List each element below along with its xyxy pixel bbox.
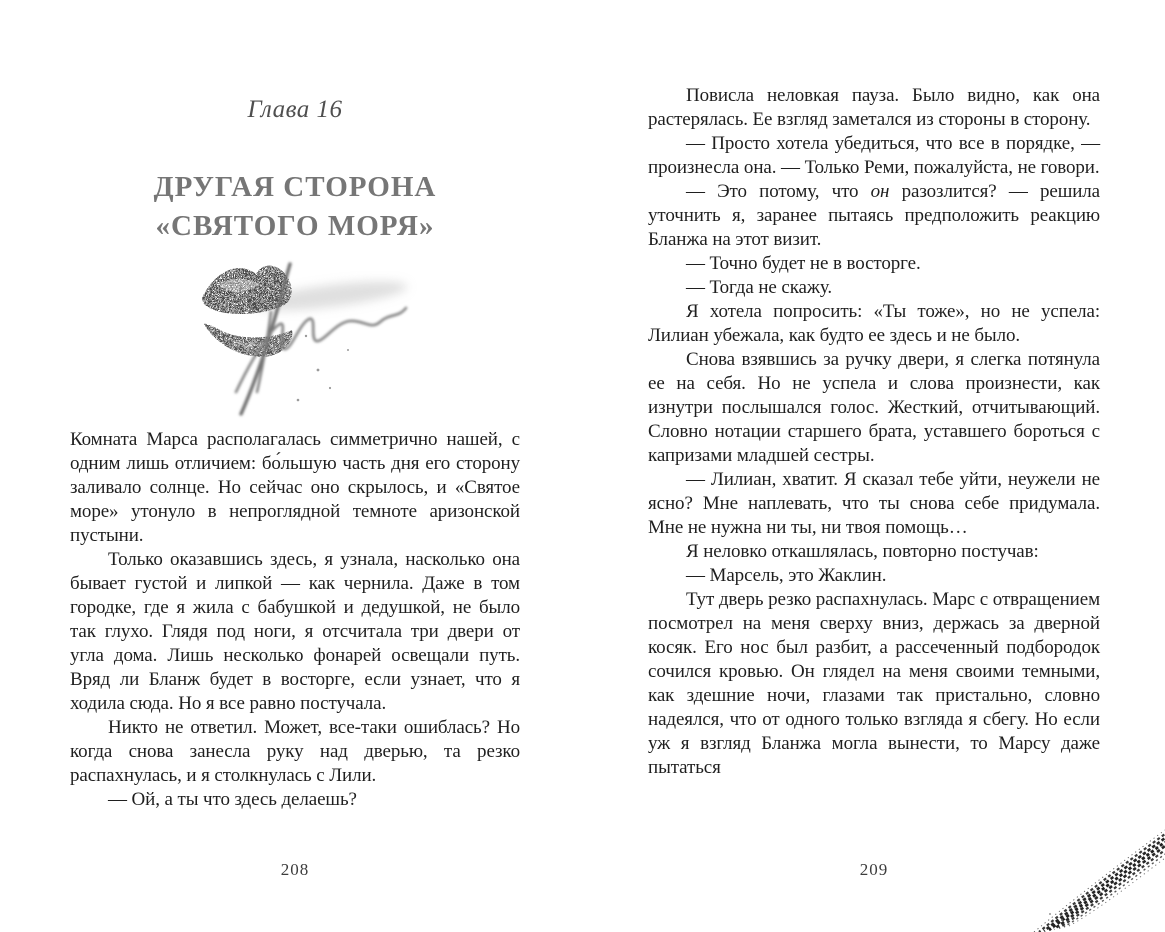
paragraph: Повисла неловкая пауза. Было видно, как она растерялась. Ее взгляд заметался из стороны в сторону. (648, 85, 1100, 130)
paragraph: — Ой, а ты что здесь делаешь? (108, 789, 357, 810)
paragraph: — Просто хотела убедиться, что все в порядке, — произнесла она. — Только Реми, пожалуйста, не говори. (648, 133, 1100, 178)
paragraph (648, 180, 1100, 252)
page-number-right: 209 (859, 860, 889, 879)
paragraph: Никто не ответил. Может, все-таки ошиблась? Но когда снова занесла руку над дверью, та резко распахнулась, и я столкнулась с Лили. (70, 717, 520, 786)
specks (297, 335, 349, 402)
lips-print (202, 266, 292, 357)
chapter-title-line2: «СВЯТОГО МОРЯ» (155, 210, 435, 242)
paragraph: Я хотела попросить: «Ты тоже», но не успела: Лилиан убежала, как будто ее здесь и не было. (648, 301, 1100, 346)
right-page-text (648, 84, 1100, 780)
paragraph-segment: разозлится? — решила уточнить я, заранее пытаясь предположить реакцию Бланжа на этот визит. (648, 181, 1101, 250)
paragraph: Только оказавшись здесь, я узнала, насколько она бывает густой и липкой — как чернила. Даже в том городке, где я жила с бабушкой и дедушкой, не было так глухо. Глядя под ноги, я отсчитала три двери от угла дома. Лишь несколько фонарей освещали путь. Вряд ли Бланж будет в восторге, если узнает, что я ходила сюда. Но я все равно постучала. (70, 549, 520, 714)
chapter-title (60, 168, 530, 246)
paragraph: — Лилиан, хватит. Я сказал тебе уйти, неужели не ясно? Мне наплевать, что ты снова себе придумала. Мне не нужна ни ты, ни твоя помощь… (648, 469, 1100, 538)
tire-track-image (1028, 816, 1165, 932)
chapter-title-line1: ДРУГАЯ СТОРОНА (153, 171, 437, 203)
chapter-label: Глава 16 (247, 96, 343, 123)
paragraph: Комната Марса располагалась симметрично нашей, с одним лишь отличием: бо́льшую часть дня его сторону заливало солнце. Но сейчас оно скрылось, и «Святое море» утонуло в непроглядной темноте аризонской пустыни. (70, 429, 520, 546)
paragraph: — Точно будет не в восторге. (686, 253, 921, 274)
paragraph: Снова взявшись за ручку двери, я слегка потянула ее на себя. Но не успела и слова произнести, как изнутри послышался голос. Жесткий, отчитывающий. Словно нотации старшего брата, уставшего бороться с капризами младшей сестры. (648, 349, 1100, 466)
paragraph: Я неловко откашлялась, повторно постучав: (686, 541, 1039, 562)
left-page-text (70, 428, 520, 812)
paragraph-segment: — Это потому, что (686, 181, 871, 202)
paragraph: — Тогда не скажу. (686, 277, 833, 298)
paragraph: — Марсель, это Жаклин. (686, 565, 887, 586)
paragraph-italic-word: он (870, 181, 890, 202)
paragraph: Тут дверь резко распахнулась. Марс с отвращением посмотрел на меня сверху вниз, держась за дверной косяк. Его нос был разбит, а рассеченный подбородок сочился кровью. Он глядел на меня своими темными, как здешние ночи, глазами так пристально, словно надеялся, что от одного только взгляда я сбегу. Но если уж я взгляд Бланжа могла вынести, то Марсу даже пытаться (648, 589, 1100, 778)
lipstick-kiss-image (178, 250, 418, 428)
page-number-left: 208 (280, 860, 310, 879)
